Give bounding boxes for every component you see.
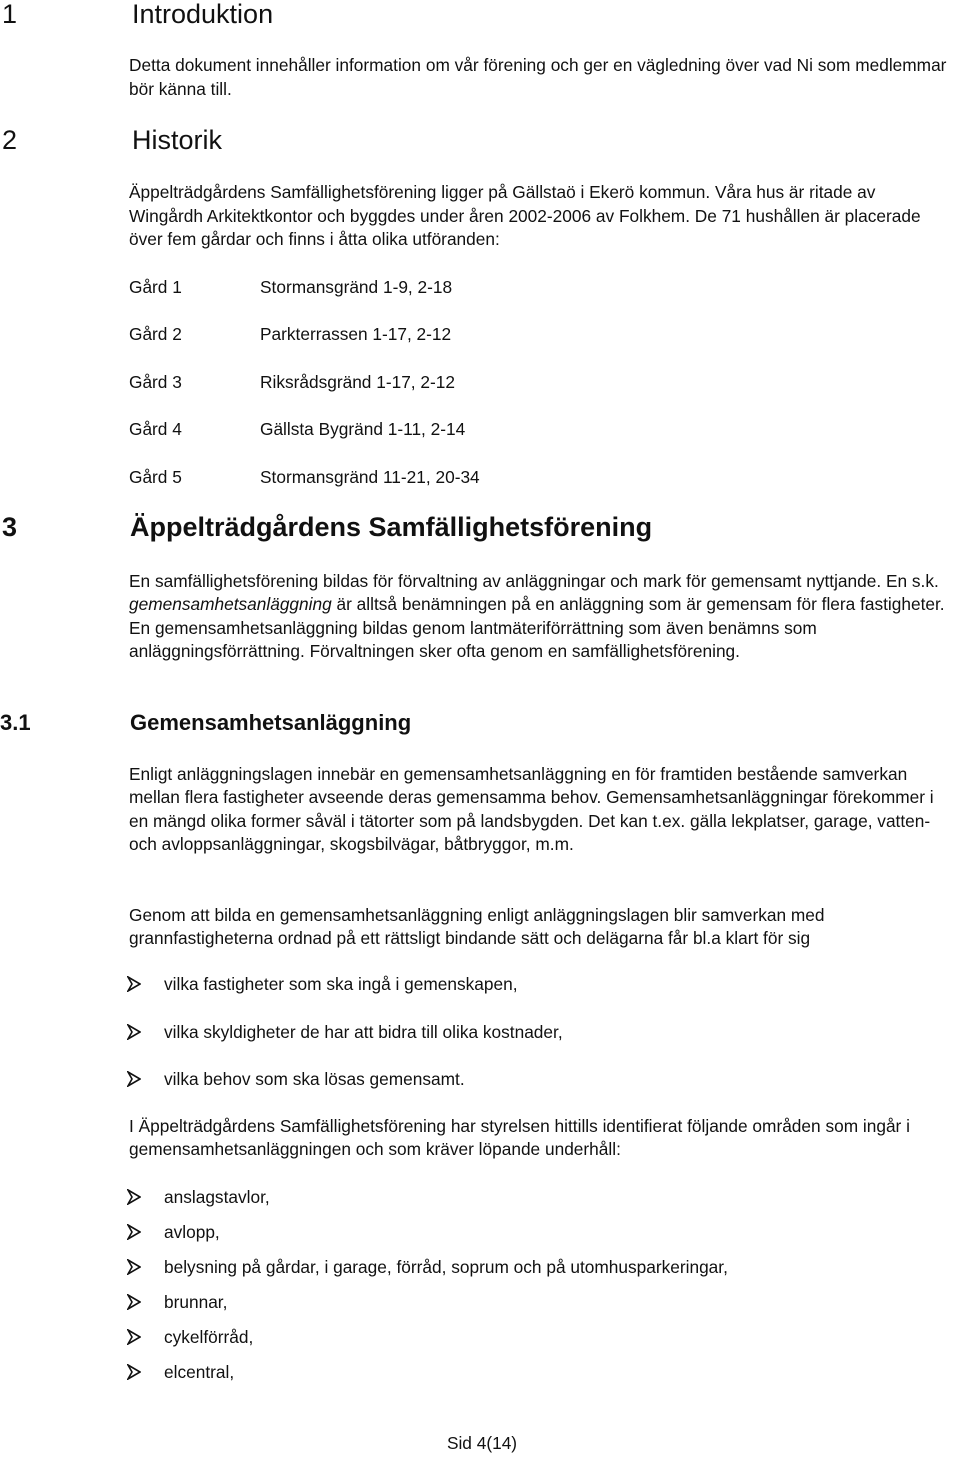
gard-label: Gård 2 [129, 324, 182, 344]
gard-streets: Parkterrassen 1-17, 2-12 [260, 324, 452, 344]
gard-row [129, 467, 729, 491]
text-part: är alltså benämningen på en anläggning som är gemensam för flera fastigheter. En gemensamhetsanläggning bildas genom lantmäteriförrättning som även benämns som anläggningsförrättning. Förvaltningen sker ofta genom en samfällighetsförening. [129, 594, 945, 662]
heading-introduktion [2, 0, 902, 33]
arrowhead-bullet-icon [127, 1364, 141, 1380]
arrowhead-bullet-icon [127, 1259, 141, 1275]
heading-number: 3 [2, 512, 18, 542]
list-item-text: brunnar, [164, 1292, 228, 1312]
list-item-text: belysning på gårdar, i garage, förråd, soprum och på utomhusparkeringar, [164, 1257, 728, 1277]
list-item [127, 974, 947, 998]
list-item-text: avlopp, [164, 1222, 220, 1242]
list-item [127, 1187, 947, 1211]
list-item-text: cykelförråd, [164, 1327, 254, 1347]
arrowhead-bullet-icon [127, 1224, 141, 1240]
arrowhead-bullet-icon [127, 1294, 141, 1310]
arrowhead-bullet-icon [127, 976, 141, 992]
paragraph-intro: Detta dokument innehåller information om vår förening och ger en vägledning över vad Ni som medlemmar bör känna till. [129, 55, 947, 99]
gard-streets: Stormansgränd 11-21, 20-34 [260, 467, 480, 487]
gard-row [129, 419, 729, 443]
heading-historik [2, 125, 902, 159]
paragraph-historik: Äppelträdgårdens Samfällighetsförening ligger på Gällstaö i Ekerö kommun. Våra hus är ritade av Wingårdh Arkitektkontor och byggdes under åren 2002-2006 av Folkhem. De 71 hushållen är placerade över fem gårdar och finns i åtta olika utföranden: [129, 182, 921, 250]
gard-label: Gård 1 [129, 277, 182, 297]
list-item-text: vilka fastigheter som ska ingå i gemenskapen, [164, 974, 518, 994]
heading-number: 1 [2, 0, 18, 29]
heading-title: Äppelträdgårdens Samfällighetsförening [130, 512, 653, 542]
heading-gemensamhetsanlaggning [2, 710, 902, 740]
emphasis-term: gemensamhetsanläggning [129, 594, 332, 615]
arrowhead-bullet-icon [127, 1329, 141, 1345]
list-item [127, 1327, 947, 1351]
paragraph-styrelsen: I Äppelträdgårdens Samfällighetsförening har styrelsen hittills identifierat följande områden som ingår i gemensamhetsanläggningen och som kräver löpande underhåll: [129, 1116, 910, 1160]
list-item-text: elcentral, [164, 1362, 235, 1382]
arrowhead-bullet-icon [127, 1024, 141, 1040]
gard-row [129, 372, 729, 396]
gard-label: Gård 4 [129, 419, 182, 439]
paragraph-samfallighetsforening [129, 570, 949, 664]
gard-streets: Stormansgränd 1-9, 2-18 [260, 277, 453, 297]
gard-streets: Gällsta Bygränd 1-11, 2-14 [260, 419, 466, 439]
list-item-text: vilka behov som ska lösas gemensamt. [164, 1069, 465, 1089]
list-item-text: vilka skyldigheter de har att bidra till olika kostnader, [164, 1022, 563, 1042]
heading-samfallighetsforening [2, 512, 902, 542]
list-item [127, 1069, 947, 1093]
heading-title: Introduktion [132, 0, 274, 29]
list-item [127, 1022, 947, 1046]
gard-label: Gård 5 [129, 467, 182, 487]
paragraph-anlaggningslagen: Enligt anläggningslagen innebär en gemensamhetsanläggning en för framtiden bestående samverkan mellan flera fastigheter avseende deras gemensamma behov. Gemensamhetsanläggningar förekommer i en mängd olika former såväl i tätorter som på landsbygden. Det kan t.ex. gälla lekplatser, garage, vatten- och avloppsanläggningar, skogsbilvägar, båtbryggor, m.m. [129, 764, 934, 855]
arrowhead-bullet-icon [127, 1189, 141, 1205]
page-number: Sid 4(14) [446, 1433, 518, 1453]
arrowhead-bullet-icon [127, 1071, 141, 1087]
gard-row [129, 324, 729, 348]
text-part: En samfällighetsförening bildas för förvaltning av anläggningar och mark för gemensamt nyttjande. En s.k. [129, 571, 939, 591]
list-item [127, 1362, 947, 1386]
heading-title: Gemensamhetsanläggning [130, 710, 412, 735]
paragraph-bilda: Genom att bilda en gemensamhetsanläggning enligt anläggningslagen blir samverkan med grannfastigheterna ordnad på ett rättsligt bindande sätt och delägarna får bl.a klart för sig [129, 905, 825, 949]
list-item-text: anslagstavlor, [164, 1187, 270, 1207]
gard-row [129, 277, 729, 301]
page-footer [0, 1433, 960, 1454]
list-item [127, 1222, 947, 1246]
gard-label: Gård 3 [129, 372, 182, 392]
heading-title: Historik [132, 125, 223, 155]
heading-number: 2 [2, 125, 18, 155]
heading-number: 3.1 [0, 710, 31, 735]
list-item [127, 1257, 947, 1281]
list-item [127, 1292, 947, 1316]
gard-streets: Riksrådsgränd 1-17, 2-12 [260, 372, 455, 392]
